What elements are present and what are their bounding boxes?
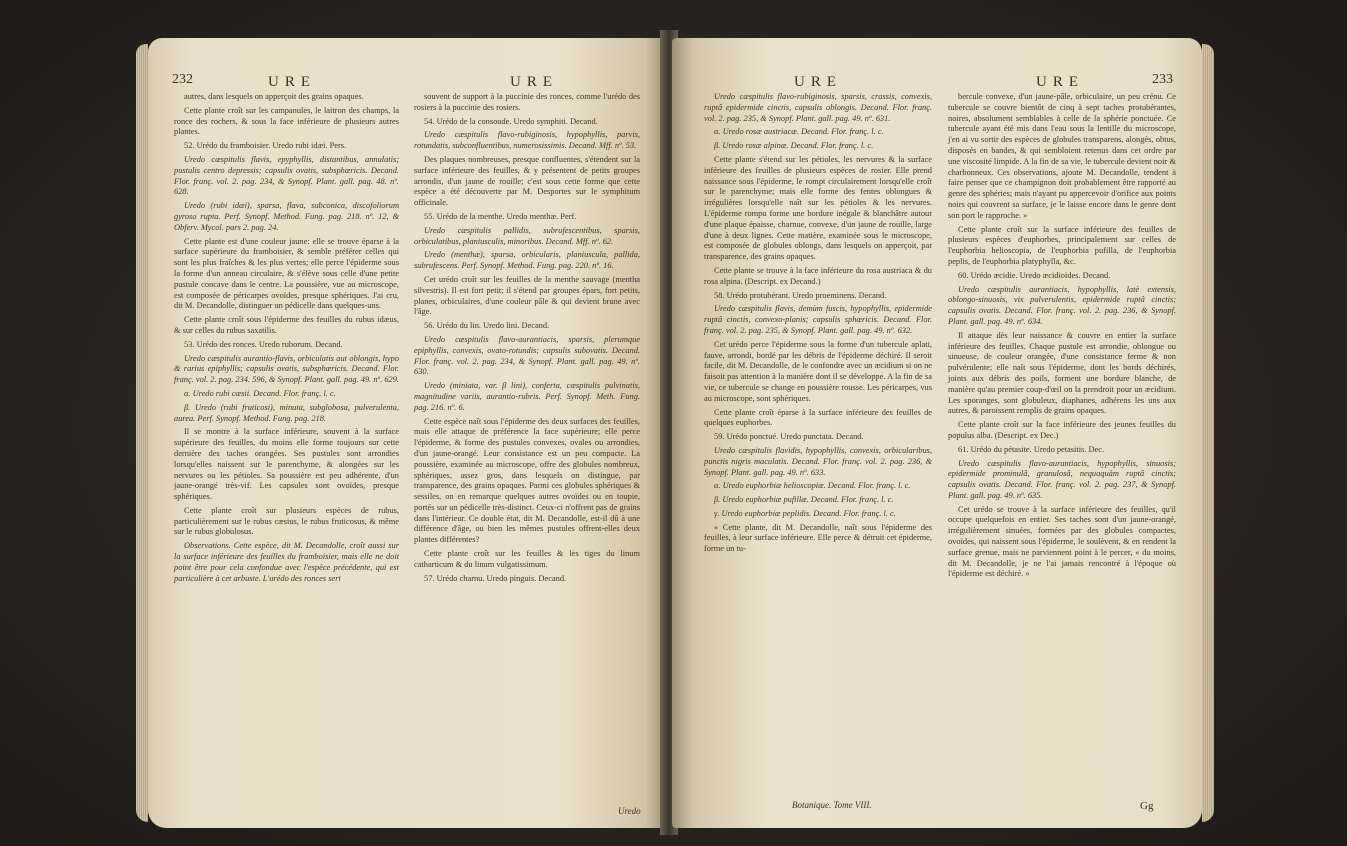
paragraph: Il attaque dès leur naissance & couvre en entier la surface inférieure des feuilles. Chaque pustule est arrondie, oblongue ou sinueuse, de couleur orangée, d'une consistance ferme & non pulvérulente; elle naît sous l'épiderme, dont les bords déchirés, joints aux débris des poils, forment une bordure blanche, de manière qu'au premier coup-d'œil on la prendroit pour un æcidium. Les sporanges, sont globuleux, diaphanes, adhérens les uns aux autres, & paroissent remplis de grains opaques. (948, 330, 1176, 416)
left-column-1 (174, 92, 399, 587)
paragraph: Cette espèce naît sous l'épiderme des deux surfaces des feuilles, mais elle attaque de préférence la face supérieure; elle perce l'épiderme, & forme des pustules convexes, ovales ou arrondies, d'un jaune-orangé. Leur consistance est un peu compacte. La poussière, examinée au microscope, offre des globules nombreux, sphériques, assez gros, dans lesquels on distingue, par transparence, des grains opaques. Parmi ces globules sphériques & sessiles, on en remarque quelques autres ovoïdes ou en toupie, portés sur un pédicelle très-distinct. Ceux-ci n'offrent pas de grains dans l'intérieur. Ce double état, dit M. Decandolle, est-il dû à une différence d'âge, ou bien les mêmes pustules offrent-elles deux plantes différentes? (414, 416, 640, 545)
paragraph: β. Uredo (rubi fruticosi), minuta, subglobosa, pulverulenta, aurea. Perf. Synopf. Method. Fung. pag. 218. (174, 402, 399, 423)
paragraph: Cette plante croît sur plusieurs espèces de rubus, particulièrement sur le rubus cæsius, le rubus fruticosus, & même sur le rubus globulosus. (174, 505, 399, 537)
paragraph: Uredo cæspitulis aurantio-flavis, orbiculatis aut oblongis, hypo & rarius epiphyllis; capsulis ovatis, subsphæricis. Decand. Flor. franç. vol. 2. pag. 234. 596, & Synopf. Plant. gall. pag. 49. nº. 629. (174, 353, 399, 385)
paragraph: β. Uredo rosæ alpinæ. Decand. Flor. franç. l. c. (714, 141, 874, 151)
paragraph: Il se montre à la surface inférieure, souvent à la surface supérieure des feuilles, du moins elle forme toujours sur cette dernière des taches orangées. Ses pustules sont arrondies lorsqu'elles naissent sur le parenchyme, & alongées sur les nervures ou les pétioles. Sa poussière est peu adhérente, d'un jaune-orangé très-vif. Les capsules sont ovoïdes, presque sphériques. (174, 427, 399, 502)
paragraph: Uredo cæspitulis flavo-rubiginosis, sparsis, crassis, convexis, ruptâ epidermide cinctis, capsulis oblongis. Decand. Flor. franç. vol. 2. pag. 235, & Synopf. Plant. gall. pag. 49. nº. 631. (704, 92, 932, 123)
paragraph: Uredo cæspitulis flavis, demùm fuscis, hypophyllis, epidermide ruptâ cinctis, convexo-planis; capsulis sphæricis. Decand. Flor. franç. vol. 2. pag. 235, & Synopf. Plant. gall. pag. 49. nº. 632. (704, 304, 932, 335)
paragraph: Cette plante est d'une couleur jaune: elle se trouve éparse à la surface supérieure du framboisier, & semble préférer celles qui sont les plus fraîches & les plus vertes; elle perce l'épiderme sous la forme d'un anneau circulaire, & s'élève sous celle d'une petite pustule concave dans le centre. La poussière, vue au microscope, est composée de péricarpes ovoïdes, presque sphériques. J'ai cru, dit M. Decandolle, distinguer un pédicelle dans quelques-uns. (174, 236, 399, 311)
paragraph: α. Uredo rosæ austriacæ. Decand. Flor. franç. l. c. (714, 127, 884, 137)
paragraph: Cet urédo perce l'épiderme sous la forme d'un tubercule aplati, fauve, arrondi, bordé par les débris de l'épiderme déchiré. Il seroit facile, dit M. Decandolle, de le confondre avec un æcidium si on ne faisoit pas attention à la manière dont il se développe. A la fin de sa vie, ce tubercule se change en poussière rousse. Les péricarpes, vus au microscope, sont sphériques. (704, 339, 932, 403)
paragraph: bercule convexe, d'un jaune-pâle, orbiculaire, un peu crénu. Ce tubercule se couvre bientôt de cinq à sept taches protubérantes, noires, absolument semblables à celle de la sphérie ponctuée. Ce tubercule ayant été mis dans l'eau sous la lentille du microscope, j'en ai vu sortir des espèces de globules transparens, alongés, obtus, disposés en bandes, & qui sembloient retenus dans cet ordre par une viscosité limpide. A la fin de sa vie, le tubercule devient noir & charbonneux. Ces observations, ajoute M. Decandolle, tendent à faire penser que ce champignon doit probablement être rapporté au genre des sphéries; mais n'ayant pu appercevoir d'orifice aux points noirs qui couvrent sa surface, je le laisse encore dans le genre dont son port le rapproche. » (948, 92, 1176, 220)
left-page (148, 38, 666, 828)
paragraph: α. Uredo rubi cæsii. Decand. Flor. franç. l. c. (184, 388, 336, 398)
signature-mark: Gg (1140, 800, 1154, 812)
paragraph: Uredo (miniata, var. β lini), conferta, cæspitulis pulvinatis, magnitudine variis, aurantio-rubris. Perf. Synopf. Meth. Fung. pag. 216. nº. 6. (414, 381, 640, 412)
paragraph: Uredo cæspitulis flavo-aurantiacis, hypophyllis, sinuosis; epidermide prominulâ, granulosâ, nequaquàm ruptâ cinctis; capsulis ovatis. Decand. Flor. franç. vol. 2. pag. 237, & Synopf. Plant. gall. pag. 49. nº. 635. (948, 458, 1176, 500)
right-header-left: URE (794, 74, 842, 90)
paragraph: 53. Urédo des ronces. Uredo ruborum. Decand. (184, 339, 343, 349)
paragraph: autres, dans lesquels on apperçoit des grains opaques. (184, 92, 364, 101)
paragraph: Cet urédo se trouve à la surface inférieure des feuilles, qu'il occupe quelquefois en entier. Ses taches sont d'un jaune-orangé, irrégulièrement sinuées, formées par des globules compactes, ovoïdes, qui naissent sous l'épiderme, le soulèvent, & en rendent la surface grenue, mais ne parviennent point à le percer, « du moins, dit M. Decandolle, je ne l'ai jamais rencontré à l'époque où l'épiderme est déchiré. » (948, 504, 1176, 579)
paragraph: Cette plante croît éparse à la surface inférieure des feuilles de quelques euphorbes. (704, 407, 932, 428)
paragraph: Cette plante croît sous l'épiderme des feuilles du rubus idæus, & sur celles du rubus saxatilis. (174, 315, 399, 335)
paragraph: Uredo (menthæ), sparsa, orbicularis, planiuscula, pallida, subrufescens. Perf. Synopf. Method. Fung. pag. 220. nº. 16. (414, 250, 640, 271)
paragraph: 56. Urédo du lin. Uredo lini. Decand. (424, 321, 550, 331)
paragraph: 58. Urédo protubérant. Uredo proeminens. Decand. (714, 290, 887, 300)
right-footer-title: Botanique. Tome VIII. (792, 800, 872, 810)
paragraph: Cette plante croît sur les feuilles & les tiges du linum catharticum & du linum vulgatissimum. (414, 549, 640, 569)
paragraph: 61. Urédo du pétasite. Uredo petasitis. Dec. (958, 444, 1105, 454)
right-column-1 (704, 92, 932, 558)
paragraph: Cet urédo croît sur les feuilles de la menthe sauvage (mentha silvestris). Il est fort petit; il s'étend par groupes épars, fort petits, planes, orbiculaires, d'une couleur pâle & qui devient brune avec l'âge. (414, 274, 640, 317)
left-header-right: URE (510, 74, 558, 90)
right-column-2 (948, 92, 1176, 583)
paragraph: 52. Urédo du framboisier. Uredo rubi idæi. Pers. (184, 141, 347, 151)
paragraph: Cette plante se trouve à la face inférieure du rosa austriaca & du rosa alpina. (Descript. ex Decand.) (704, 265, 932, 286)
paragraph: 55. Urédo de la menthe. Uredo menthæ. Perf. (424, 211, 577, 221)
paragraph: Uredo (rubi idæi), sparsa, flava, subconica, discofoliorum gyroso rupta. Perf. Synopf. Method. Fung. pag. 218. nº. 12, & Obferv. Mycol. pars 2. pag. 24. (174, 201, 399, 232)
left-page-edges (136, 44, 148, 822)
paragraph: Des plaques nombreuses, presque confluentes, s'étendent sur la surface inférieure des feuilles, & y présentent de petits groupes arrondis, d'un jaune de rouille; c'est sous cette forme que cette espèce a été découverte par M. Desportes sur le symphitum officinale. (414, 154, 640, 208)
paragraph: γ. Uredo euphorbiæ peplidis. Decand. Flor. franç. l. c. (714, 508, 896, 518)
paragraph: Cette plante s'étend sur les pétioles, les nervures & la surface inférieure des feuilles de plusieurs espèces de rosier. Elle prend naissance sous l'épiderme, le rompt circulairement lorsqu'elle croît sur le parenchyme; mais elle forme des fentes oblongues & irrégulières lorsqu'elle naît sur les pétioles & les nervures. L'épiderme rompu forme une bordure inégale & blanchâtre autour d'une plaque épaisse, charnue, convexe, d'un jaune de rouille, large d'une à deux lignes. Cette matière, examinée sous le microscope, est composée de globules oblongs, dans lesquels on apperçoit, par transparence, des grains opaques. (704, 154, 932, 262)
paragraph: Cette plante croît sur les campanules, le laitron des champs, la ronce des rochers, & sous la face inférieure de plusieurs autres plantes. (174, 105, 399, 137)
left-header-left: URE (268, 74, 316, 90)
left-page-number: 232 (172, 72, 193, 87)
paragraph: Uredo cæspitulis flavis, epyphyllis, distantibus, annulatis; pustulis centro depressis; capsulis ovatis, subsphæricis. Decand. Flor. franç. vol. 2. pag. 234, & Synopf. Plant. gall. pag. 48. nº. 628. (174, 154, 399, 197)
right-page-edges (1202, 44, 1214, 822)
paragraph: 54. Urédo de la consoude. Uredo symphiti. Decand. (424, 116, 598, 126)
paragraph: 60. Urédo æcidie. Uredo æcidioides. Decand. (958, 270, 1111, 280)
left-catchword: Uredo (618, 806, 641, 816)
paragraph: Uredo cæspitulis pallidis, subrufescentibus, sparsis, orbiculatibus, planiusculis, minoribus. Decand. Mff. nº. 62. (414, 225, 640, 246)
paragraph: Observations. Cette espèce, dit M. Decandolle, croît aussi sur la surface inférieure des feuilles du framboisier, mais elle ne doit point être pour cela confondue avec l'espèce précédente, qui est particulière à cet arbuste. L'urédo des ronces sert (174, 541, 399, 583)
paragraph: « Cette plante, dit M. Decandolle, naît sous l'épiderme des feuilles, à leur surface inférieure. Elle perce & détruit cet épiderme, forme un tu- (704, 522, 932, 554)
paragraph: Uredo cæspitulis aurantiacis, hypophyllis, latè extensis, oblongo-sinuosis, vix pulverulentis, epidermide ruptâ cinctis; capsulis ovatis. Decand. Flor. franç. vol. 2. pag. 236, & Synopf. Plant. gall. pag. 49. nº. 634. (948, 284, 1176, 326)
paragraph: β. Uredo euphorbiæ pufillæ. Decand. Flor. franç. l. c. (714, 495, 894, 505)
paragraph: souvent de support à la puccinie des ronces, comme l'urédo des rosiers à la puccinie des rosiers. (414, 92, 640, 112)
paragraph: Cette plante croît sur la face inférieure des jeunes feuilles du populus alba. (Descript. ex Dec.) (948, 420, 1176, 440)
right-page-number: 233 (1152, 72, 1173, 87)
paragraph: Uredo cæspitulis flavidis, hypophyllis, convexis, orbicularibus, punctis nigris maculatis. Decand. Flor. franç. vol. 2. pag. 236, & Synopf. Plant. gall. pag. 49. nº. 633. (704, 445, 932, 477)
paragraph: 59. Urédo ponctué. Uredo punctata. Decand. (714, 432, 864, 442)
paragraph: Cette plante croît sur la surface inférieure des feuilles de plusieurs espèces d'euphorbes, principalement sur celles de l'euphorbia helioscopia, de l'euphorbia pufilla, de l'euphorbia peplis, de l'euphorbia platyphylla, &c. (948, 224, 1176, 266)
left-column-2 (414, 92, 640, 587)
paragraph: Uredo cæspitulis flavo-aurantiacis, sparsis, plerumque epiphyllis, convexis, ovato-rotundis; capsulis subovatis. Decand. Flor. franç. vol. 2. pag. 234, & Synopf. Plant. gall. pag. 49. nº. 630. (414, 334, 640, 377)
right-page (672, 38, 1202, 828)
paragraph: α. Uredo euphorbiæ helioscopiæ. Decand. Flor. franç. l. c. (714, 481, 911, 491)
paragraph: 57. Urédo charnu. Uredo pinguis. Decand. (424, 573, 567, 583)
right-header-right: URE (1036, 74, 1084, 90)
paragraph: Uredo cæspitulis flavo-rubiginosis, hypophyllis, parvis, rotundatis, subconfluentibus, numerosissimis. Decand. Mff. nº. 53. (414, 130, 640, 151)
